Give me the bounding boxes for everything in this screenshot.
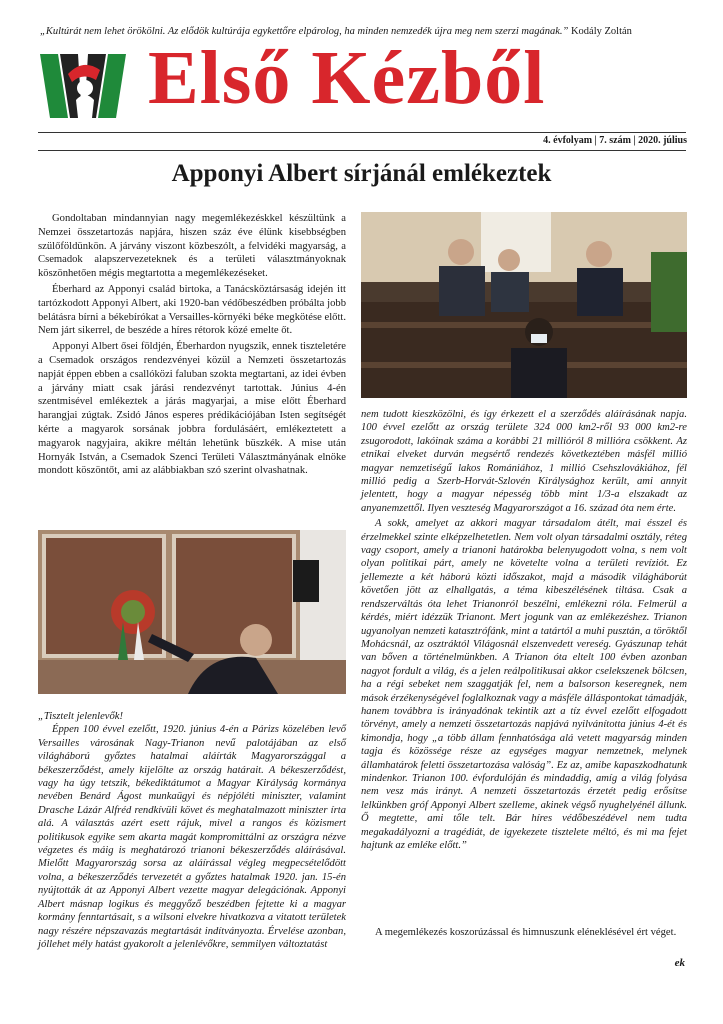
author-signature: ek xyxy=(674,957,685,969)
article-title: Apponyi Albert sírjánál emlékeztek xyxy=(171,160,552,187)
closing-text: A megemlékezés koszorúzással és himnuszunk eléneklésével ért véget. xyxy=(375,927,677,938)
closing-paragraph xyxy=(361,926,687,940)
photo-wreath-laying xyxy=(38,530,346,694)
paragraph: Apponyi Albert ősei földjén, Éberhardon nyugszik, ennek tiszteletére a Csemadok országos rendezvényei közül a Nemzeti összetartozás napját éppen ebben a csallóközi faluban szokta megtartani, az idei évben a járvány miatt csak járási rendezvényt tartottak. Június 4-én szentmisével emlékeztek a járás magyarjai, a mise előtt Éberhard harangjai zúgtak. Zsidó János esperes prédikációjában Isten segítségét kérte a magyarok sorsának jobbra fordulásáért, emlékeztetett a magyarok nagyjaira, akikre méltán lehetünk büszkék. A mise után Hornyák István, a Csemadok Szenci Területi Választmányának elnöke mondott köszöntőt, ami az alábbiakban szó szerint olvashatnak. xyxy=(38,341,346,477)
issue-info: 4. évfolyam | 7. szám | 2020. július xyxy=(543,135,687,146)
speech-greeting: „Tisztelt jelenlevők! xyxy=(38,711,124,722)
paragraph: Éberhard az Apponyi család birtoka, a Tanácsköztársaság idején itt tartózkodott Apponyi Albert, aki 1920-ban védőbeszédben próbálta jobb belátásra bírni a békebírókat a Versailles-környéki béke megkötése előtt. Nem járt sikerrel, de beszéde a híres rétorok közé emelte őt. xyxy=(38,283,346,337)
photo-church-audience xyxy=(361,212,687,398)
divider xyxy=(38,150,686,151)
left-column-speech xyxy=(38,710,346,951)
paragraph: nem tudott kieszközölni, és így érkezett el a szerződés aláírásának napja. 100 évvel ezelőtt az ország területe 324 000 km2-ről 93 000 km2-re zsugorodott, lakóinak száma a korábbi 21 millióról 8 millióra csökkent. Az etnikai elveket durván megsértő rendezés következtében másfél millió magyar nemzetiségű lakos Romániához, 1 millió Csehszlovákiához, fél millió pedig a Szerb-Horvát-Szlovén Királysághoz került, ami annyit jelentett, hogy a magyar népesség több mint 1/3-a elszakadt az anyanemzettől. Ilyen veszteség Magyarországot a 16. század óta nem érte. xyxy=(361,409,687,514)
quote-text: „Kultúrát nem lehet örökölni. Az elődök kultúrája egykettőre elpárolog, ha minden nemzedék újra meg nem szerzi magának.” xyxy=(40,26,569,37)
masthead-title: Első Kézből xyxy=(148,36,546,120)
right-column-speech xyxy=(361,408,687,852)
paragraph: A sokk, amelyet az akkori magyar társadalom átélt, mai ésszel és érzelmekkel szinte elképzelhetetlen. Nem volt olyan társadalmi osztály, réteg vagy csoport, amely a trianoni határokba belenyugodott volna, s nem volt olyan politikai párt, amely ne követelte volna a területi revíziót. Ez jellemezte a két háború közti időszakot, majd a második világháborút követően jött az elhallgatás, a téma kibeszélésének tiltása. Csak a rendszerváltás óta lehet Trianonról beszélni, emlékezni róla. Felmerül a kérdés, miért idézzük Trianont. Mert jogunk van az emlékezéshez. Trianon ugyanolyan nemzeti katasztrófánk, mint a tatártól a muhi pusztán, a töröktől Mohácsnál, az osztráktól Világosnál elszenvedett vereség. Gyászunap tehát van bőven a történelmünkben. A Trianon óta eltelt 100 évben azonban nagyot fordult a világ, és a jelen reálpolitikusai akkor cselekszenek bölcsen, ha a régi sebeket nem szaggatják fel, nem a balsorson keseregnek, nem mások érzékenységével foglalkoznak vagy a másféle álláspontokat támadják, hanem továbbra is irányadónak tekintik azt a tíz évvel ezelőtt elfogadott törvényt, amely a nemzeti összetartozás napjává nyilvánította június 4-ét és kimondja, hogy „a több állam fennhatósága alá vetett magyarság minden tagja és közössége része az egységes magyar nemzetnek, melynek államhatárok feletti összetartozása valóság”. Ez az, amibe kapaszkodhatunk mindenkor. Trianon 100. évfordulóján és mindaddig, amíg a világ folyása nem vesz más irányt. A nemzeti összetartozás érzetét pedig erősítse lelkünkben gróf Apponyi Albert szelleme, akinek végső nyughelyénél állunk. Ő megtette, ami tőle telt. Bár híres védőbeszédével nem tudta megakadályozni a tragédiát, de igyekezete tisztelete méltó, és mi ma fejet hajtunk az emléke előtt.” xyxy=(361,518,687,851)
csemadok-logo-icon xyxy=(38,50,128,122)
left-column-text xyxy=(38,212,346,478)
quote-author: Kodály Zoltán xyxy=(570,26,632,37)
paragraph: Gondoltaban mindannyian nagy megemlékezéskkel készültünk a Nemzei összetartozás napjára, hiszen száz éve élünk kisebbségben szülőföldünkön. A járvány viszont közbeszólt, a felvidéki magyarság, a Csemadok alapszervezeteknek és a területi választmányoknak köszönhetően mégis megtartotta a megemlékezéseket. xyxy=(38,213,346,280)
paragraph: Éppen 100 évvel ezelőtt, 1920. június 4-én a Párizs közelében levő Versailles városának Nagy-Trianon nevű palotájában az első világháború győztes hatalmai aláírták Magyarországgal a békeszerződést, amely kijelölte az ország határait. A békeszerződést, vagy ha úgy tetszik, békediktátumot a Magyar Királyság kormánya nevében Benárd Ágost munkaügyi és népjóléti miniszter, valamint Drasche Lázár Alfréd rendkívüli követ és meghatalmazott miniszter írta alá. A választás azért esett rájuk, mivel a rangos és közismert politikusok egyike sem akarta magát kompromittálni az országra nézve végzetes és máig is meghatározó trianoni békeszerződés aláírásával. Mielőtt Magyarország sorsa az aláírással végleg megpecsételődött volna, a békeszerződés tervezetét a győztes hatalmak 1920. jan. 15-én nyújtották át az Apponyi Albert vezette magyar delegációnak. Apponyi Albert másnap logikus és meggyőző beszédben fejtette ki a magyar kormány fenntartásait, s a wilsoni elvekre hivatkozva a vitatott területek nagy részére népszavazás megtartását indítványozta. Érvelése azonban, jóllehet mély hatást gyakorolt a jelenlévőkre, semmilyen változtatást xyxy=(38,724,346,950)
divider xyxy=(38,132,686,133)
